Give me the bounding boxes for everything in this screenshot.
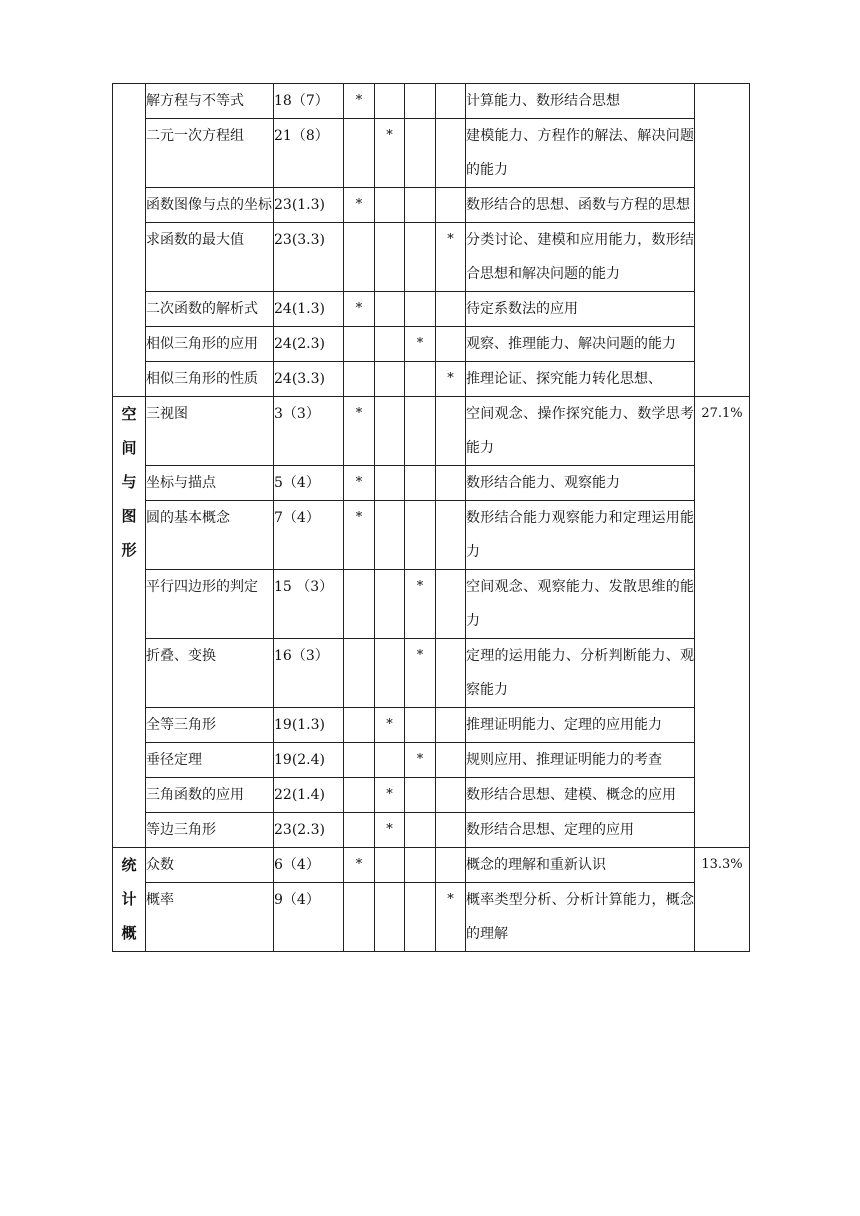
question-cell: 3（3） xyxy=(274,397,344,466)
table-row xyxy=(113,570,750,639)
level-mark-cell xyxy=(436,327,466,362)
level-mark-cell xyxy=(436,570,466,639)
question-cell: 16（3） xyxy=(274,639,344,708)
table-row xyxy=(113,743,750,778)
level-mark-cell: * xyxy=(344,466,375,501)
table-row xyxy=(113,292,750,327)
category-cell: 统 计 概 xyxy=(113,848,146,952)
ability-cell: 推理论证、探究能力转化思想、 xyxy=(466,362,695,397)
level-mark-cell xyxy=(375,84,405,119)
level-mark-cell: * xyxy=(344,84,375,119)
percent-cell xyxy=(695,84,750,397)
level-mark-cell xyxy=(436,397,466,466)
level-mark-cell: * xyxy=(405,743,436,778)
table-row xyxy=(113,223,750,292)
level-mark-cell xyxy=(405,84,436,119)
level-mark-cell: * xyxy=(375,119,405,188)
table-row xyxy=(113,639,750,708)
level-mark-cell: * xyxy=(436,883,466,952)
table-row xyxy=(113,84,750,119)
level-mark-cell xyxy=(375,362,405,397)
question-cell: 23(1.3) xyxy=(274,188,344,223)
topic-cell: 相似三角形的应用 xyxy=(146,327,274,362)
question-cell: 5（4） xyxy=(274,466,344,501)
table-body xyxy=(113,84,750,952)
ability-cell: 概念的理解和重新认识 xyxy=(466,848,695,883)
level-mark-cell: * xyxy=(375,813,405,848)
level-mark-cell xyxy=(436,813,466,848)
level-mark-cell xyxy=(436,708,466,743)
level-mark-cell xyxy=(436,84,466,119)
level-mark-cell xyxy=(405,813,436,848)
level-mark-cell xyxy=(436,501,466,570)
question-cell: 23(2.3) xyxy=(274,813,344,848)
ability-cell: 概率类型分析、分析计算能力，概念的理解 xyxy=(466,883,695,952)
ability-cell: 待定系数法的应用 xyxy=(466,292,695,327)
level-mark-cell xyxy=(375,570,405,639)
level-mark-cell xyxy=(344,883,375,952)
level-mark-cell: * xyxy=(344,501,375,570)
question-cell: 15 （3） xyxy=(274,570,344,639)
level-mark-cell xyxy=(436,119,466,188)
topic-cell: 众数 xyxy=(146,848,274,883)
topic-cell: 解方程与不等式 xyxy=(146,84,274,119)
question-cell: 9（4） xyxy=(274,883,344,952)
topic-cell: 折叠、变换 xyxy=(146,639,274,708)
ability-cell: 观察、推理能力、解决问题的能力 xyxy=(466,327,695,362)
table-row xyxy=(113,397,750,466)
level-mark-cell xyxy=(344,813,375,848)
level-mark-cell xyxy=(344,778,375,813)
level-mark-cell xyxy=(436,778,466,813)
ability-cell: 数形结合思想、建模、概念的应用 xyxy=(466,778,695,813)
topic-cell: 二次函数的解析式 xyxy=(146,292,274,327)
ability-cell: 数形结合思想、定理的应用 xyxy=(466,813,695,848)
question-cell: 22(1.4) xyxy=(274,778,344,813)
level-mark-cell: * xyxy=(405,639,436,708)
topic-cell: 平行四边形的判定 xyxy=(146,570,274,639)
level-mark-cell xyxy=(344,327,375,362)
ability-cell: 分类讨论、建模和应用能力，数形结合思想和解决问题的能力 xyxy=(466,223,695,292)
table-row xyxy=(113,327,750,362)
level-mark-cell xyxy=(375,223,405,292)
table-row xyxy=(113,362,750,397)
level-mark-cell xyxy=(405,466,436,501)
level-mark-cell xyxy=(344,743,375,778)
table-row xyxy=(113,188,750,223)
table-row xyxy=(113,119,750,188)
table-row xyxy=(113,848,750,883)
level-mark-cell xyxy=(344,362,375,397)
level-mark-cell xyxy=(405,778,436,813)
level-mark-cell xyxy=(436,466,466,501)
level-mark-cell xyxy=(375,639,405,708)
level-mark-cell xyxy=(436,639,466,708)
table-row xyxy=(113,466,750,501)
level-mark-cell xyxy=(436,743,466,778)
level-mark-cell: * xyxy=(436,362,466,397)
topic-cell: 垂径定理 xyxy=(146,743,274,778)
topic-cell: 圆的基本概念 xyxy=(146,501,274,570)
percent-cell: 27.1% xyxy=(695,397,750,848)
question-cell: 19(2.4) xyxy=(274,743,344,778)
level-mark-cell xyxy=(344,708,375,743)
ability-cell: 数形结合能力观察能力和定理运用能力 xyxy=(466,501,695,570)
ability-cell: 数形结合的思想、函数与方程的思想 xyxy=(466,188,695,223)
table-row xyxy=(113,813,750,848)
topic-cell: 求函数的最大值 xyxy=(146,223,274,292)
level-mark-cell xyxy=(405,501,436,570)
topic-cell: 相似三角形的性质 xyxy=(146,362,274,397)
level-mark-cell xyxy=(405,848,436,883)
level-mark-cell xyxy=(375,848,405,883)
level-mark-cell xyxy=(405,223,436,292)
level-mark-cell xyxy=(375,466,405,501)
category-cell xyxy=(113,84,146,397)
level-mark-cell xyxy=(405,362,436,397)
level-mark-cell xyxy=(344,119,375,188)
level-mark-cell xyxy=(436,188,466,223)
question-cell: 23(3.3) xyxy=(274,223,344,292)
percent-cell: 13.3% xyxy=(695,848,750,952)
ability-cell: 空间观念、操作探究能力、数学思考能力 xyxy=(466,397,695,466)
question-cell: 24(3.3) xyxy=(274,362,344,397)
table-row xyxy=(113,501,750,570)
topic-cell: 三角函数的应用 xyxy=(146,778,274,813)
topic-cell: 函数图像与点的坐标 xyxy=(146,188,274,223)
question-cell: 24(1.3) xyxy=(274,292,344,327)
level-mark-cell xyxy=(344,570,375,639)
ability-cell: 推理证明能力、定理的应用能力 xyxy=(466,708,695,743)
level-mark-cell xyxy=(375,501,405,570)
table-row xyxy=(113,883,750,952)
level-mark-cell xyxy=(375,188,405,223)
level-mark-cell xyxy=(405,883,436,952)
topic-cell: 坐标与描点 xyxy=(146,466,274,501)
ability-cell: 建模能力、方程作的解法、解决问题的能力 xyxy=(466,119,695,188)
level-mark-cell: * xyxy=(436,223,466,292)
ability-cell: 数形结合能力、观察能力 xyxy=(466,466,695,501)
exam-analysis-table xyxy=(112,83,750,952)
topic-cell: 等边三角形 xyxy=(146,813,274,848)
level-mark-cell xyxy=(375,743,405,778)
question-cell: 24(2.3) xyxy=(274,327,344,362)
level-mark-cell xyxy=(405,292,436,327)
level-mark-cell xyxy=(375,292,405,327)
table-row xyxy=(113,708,750,743)
level-mark-cell: * xyxy=(344,848,375,883)
level-mark-cell xyxy=(405,188,436,223)
topic-cell: 三视图 xyxy=(146,397,274,466)
table-row xyxy=(113,778,750,813)
level-mark-cell: * xyxy=(344,188,375,223)
question-cell: 6（4） xyxy=(274,848,344,883)
level-mark-cell xyxy=(405,397,436,466)
level-mark-cell xyxy=(405,708,436,743)
ability-cell: 计算能力、数形结合思想 xyxy=(466,84,695,119)
question-cell: 7（4） xyxy=(274,501,344,570)
level-mark-cell xyxy=(405,119,436,188)
level-mark-cell: * xyxy=(405,327,436,362)
level-mark-cell xyxy=(436,292,466,327)
level-mark-cell xyxy=(375,397,405,466)
level-mark-cell xyxy=(375,327,405,362)
level-mark-cell xyxy=(375,883,405,952)
level-mark-cell xyxy=(436,848,466,883)
category-cell: 空 间 与 图 形 xyxy=(113,397,146,848)
level-mark-cell: * xyxy=(375,708,405,743)
level-mark-cell xyxy=(344,223,375,292)
question-cell: 19(1.3) xyxy=(274,708,344,743)
topic-cell: 全等三角形 xyxy=(146,708,274,743)
topic-cell: 概率 xyxy=(146,883,274,952)
question-cell: 21（8） xyxy=(274,119,344,188)
level-mark-cell: * xyxy=(344,292,375,327)
level-mark-cell: * xyxy=(344,397,375,466)
level-mark-cell: * xyxy=(405,570,436,639)
level-mark-cell: * xyxy=(375,778,405,813)
question-cell: 18（7） xyxy=(274,84,344,119)
ability-cell: 规则应用、推理证明能力的考查 xyxy=(466,743,695,778)
topic-cell: 二元一次方程组 xyxy=(146,119,274,188)
ability-cell: 空间观念、观察能力、发散思维的能力 xyxy=(466,570,695,639)
ability-cell: 定理的运用能力、分析判断能力、观察能力 xyxy=(466,639,695,708)
level-mark-cell xyxy=(344,639,375,708)
